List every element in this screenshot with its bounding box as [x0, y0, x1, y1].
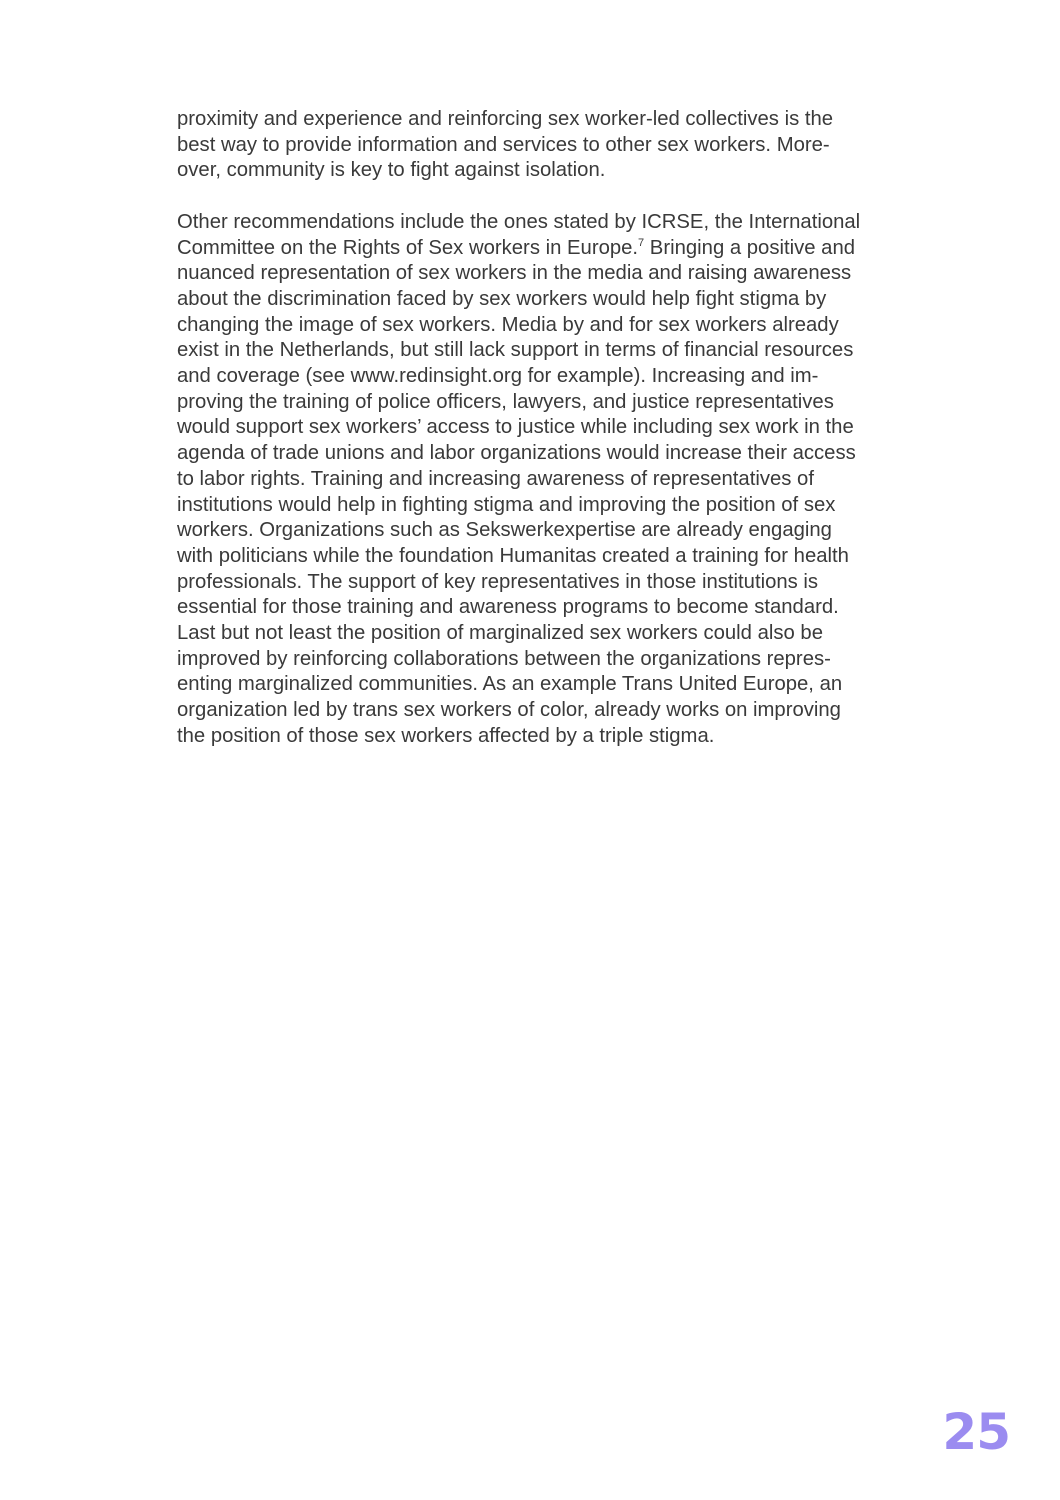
- text-line: about the discrimination faced by sex workers would help fight stigma by: [177, 287, 827, 310]
- text-line: workers. Organizations such as Sekswerkexpertise are already engaging: [177, 519, 832, 542]
- line-text: Bringing a positive and: [644, 236, 856, 259]
- text-line: proximity and experience and reinforcing sex worker-led collectives is the: [177, 108, 834, 130]
- text-line: proving the training of police officers, lawyers, and justice representatives: [177, 390, 834, 413]
- text-line: nuanced representation of sex workers in the media and raising awareness: [177, 262, 852, 285]
- line-text: Committee on the Rights of Sex workers in Europe.: [177, 236, 639, 259]
- text-line: Other recommendations include the ones stated by ICRSE, the International: [177, 210, 861, 233]
- text-line: enting marginalized communities. As an example Trans United Europe, an: [177, 673, 843, 696]
- text-line: the position of those sex workers affected by a triple stigma.: [177, 724, 715, 747]
- text-line: improved by reinforcing collaborations between the organizations repres-: [177, 647, 831, 670]
- paragraph-2: [177, 210, 892, 750]
- footnote-marker[interactable]: 7: [638, 236, 645, 249]
- text-line: best way to provide information and services to other sex workers. More-: [177, 133, 830, 156]
- text-line: exist in the Netherlands, but still lack support in terms of financial resources: [177, 339, 854, 362]
- text-line: with politicians while the foundation Humanitas created a training for health: [177, 544, 849, 567]
- text-line: would support sex workers’ access to justice while including sex work in the: [177, 416, 854, 439]
- text-line: professionals. The support of key representatives in those institutions is: [177, 570, 819, 593]
- text-line: to labor rights. Training and increasing awareness of representatives of: [177, 467, 814, 490]
- text-line: Last but not least the position of marginalized sex workers could also be: [177, 622, 823, 645]
- body-text: [177, 107, 892, 750]
- text-line: agenda of trade unions and labor organizations would increase their access: [177, 442, 856, 465]
- text-line: changing the image of sex workers. Media by and for sex workers already: [177, 313, 839, 336]
- text-line: over, community is key to fight against isolation.: [177, 159, 606, 182]
- paragraph-gap: [177, 184, 892, 210]
- text-line: and coverage (see www.redinsight.org for example). Increasing and im-: [177, 365, 819, 388]
- text-line: organization led by trans sex workers of color, already works on improving: [177, 699, 841, 722]
- text-line: institutions would help in fighting stigma and improving the position of sex: [177, 493, 836, 516]
- paragraph-1: [177, 107, 892, 184]
- text-line: [177, 236, 892, 262]
- page-number: 25: [942, 1403, 1010, 1461]
- text-line: essential for those training and awareness programs to become standard.: [177, 596, 839, 619]
